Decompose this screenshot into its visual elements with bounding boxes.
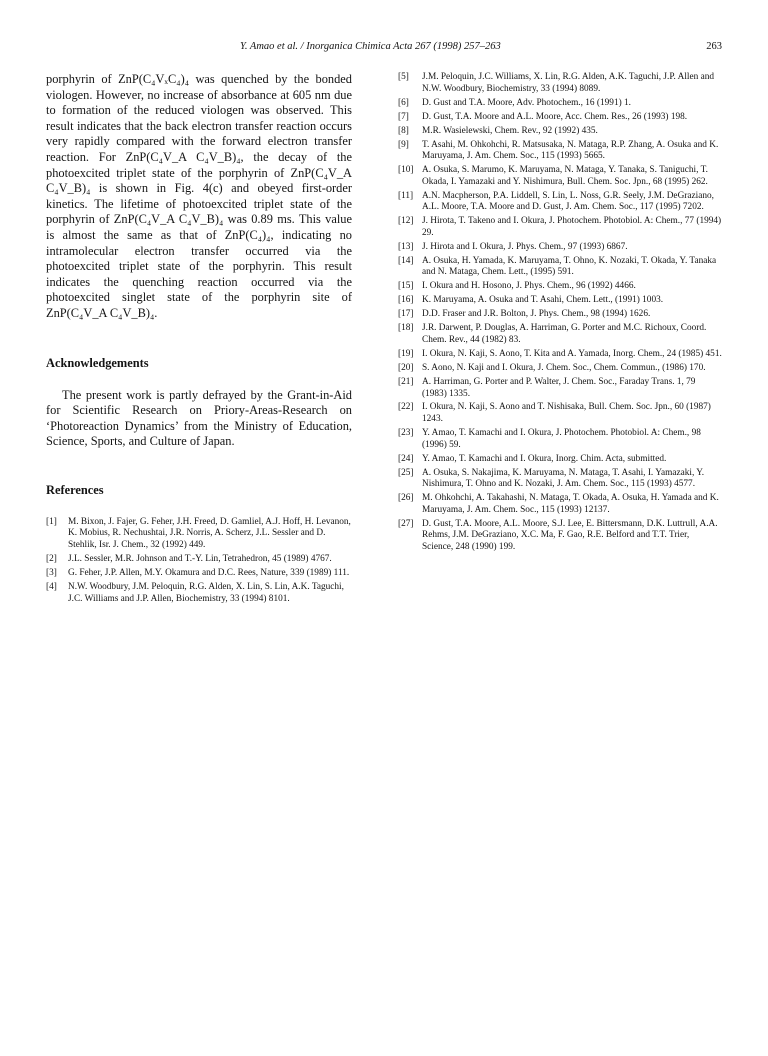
references-heading: References <box>46 482 104 497</box>
reference-item: [3] G. Feher, J.P. Allen, M.Y. Okamura and D.C. Rees, Nature, 339 (1989) 111. <box>46 568 350 579</box>
reference-item: [27] D. Gust, T.A. Moore, A.L. Moore, S.J. Lee, E. Bittersmann, D.K. Luttrull, A.A. Rehms, J.M. DeGraziano, X.C. Ma, F. Gao, R.E. Belford and T.T. Trier, Science, 248 (1990) 199. <box>398 518 718 552</box>
reference-item: [11] A.N. Macpherson, P.A. Liddell, S. Lin, L. Noss, G.R. Seely, J.M. DeGraziano, A.L. Moore, T.A. Moore and D. Gust, J. Am. Chem. Soc., 117 (1995) 7202. <box>398 190 714 213</box>
reference-item: [7] D. Gust, T.A. Moore and A.L. Moore, Acc. Chem. Res., 26 (1993) 198. <box>398 111 688 122</box>
reference-item: [23] Y. Amao, T. Kamachi and I. Okura, J. Photochem. Photobiol. A: Chem., 98 (1996) 59. <box>398 428 701 450</box>
reference-item: [2] J.L. Sessler, M.R. Johnson and T.-Y. Lin, Tetrahedron, 45 (1989) 4767. <box>46 554 332 565</box>
reference-item: [26] M. Ohkohchi, A. Takahashi, N. Mataga, T. Okada, A. Osuka, H. Yamada and K. Maruyama, J. Am. Chem. Soc., 115 (1993) 12137. <box>398 493 719 515</box>
reference-item: [12] J. Hirota, T. Takeno and I. Okura, J. Photochem. Photobiol. A: Chem., 77 (1994) 29. <box>398 216 722 238</box>
reference-item: [8] M.R. Wasielewski, Chem. Rev., 92 (1992) 435. <box>398 125 598 136</box>
reference-item: [9] T. Asahi, M. Ohkohchi, R. Matsusaka, N. Mataga, R.P. Zhang, A. Osuka and K. Maruyama, J. Am. Chem. Soc., 115 (1993) 5665. <box>398 139 719 162</box>
reference-item: [4] N.W. Woodbury, J.M. Peloquin, R.G. Alden, X. Lin, S. Lin, A.K. Taguchi, J.C. Williams and J.P. Allen, Biochemistry, 33 (1994) 8101. <box>46 582 344 604</box>
running-title: Y. Amao et al. / Inorganica Chimica Acta 267 (1998) 257–263 <box>240 41 501 52</box>
reference-item: [15] I. Okura and H. Hosono, J. Phys. Chem., 96 (1992) 4466. <box>398 281 636 292</box>
reference-list-left <box>46 517 352 605</box>
left-column <box>46 72 352 608</box>
reference-item: [22] I. Okura, N. Kaji, S. Aono and T. Nishisaka, Bull. Chem. Soc. Jpn., 60 (1987) 1243. <box>398 402 711 425</box>
acknowledgements-heading: Acknowledgements <box>46 355 149 370</box>
reference-item: [25] A. Osuka, S. Nakajima, K. Maruyama, N. Mataga, T. Asahi, I. Yamazaki, Y. Nishimura, T. Ohno and K. Nozaki, J. Am. Chem. Soc., 115 (1993) 4577. <box>398 467 705 490</box>
reference-item: [14] A. Osuka, H. Yamada, K. Maruyama, T. Ohno, K. Nozaki, T. Okada, Y. Tanaka and N. Mataga, Chem. Lett., (1995) 591. <box>398 255 717 278</box>
reference-item: [13] J. Hirota and I. Okura, J. Phys. Chem., 97 (1993) 6867. <box>398 241 628 252</box>
running-header <box>46 41 722 55</box>
reference-item: [16] K. Maruyama, A. Osuka and T. Asahi, Chem. Lett., (1991) 1003. <box>398 295 664 306</box>
reference-item: [5] J.M. Peloquin, J.C. Williams, X. Lin, R.G. Alden, A.K. Taguchi, J.P. Allen and N.W. Woodbury, Biochemistry, 33 (1994) 8089. <box>398 72 715 94</box>
reference-item: [1] M. Bixon, J. Fajer, G. Feher, J.H. Freed, D. Gamliel, A.J. Hoff, H. Levanon, K. Mobius, R. Nechushtai, J.R. Norris, A. Scherz, J.L. Sessler and D. Stehlik, Isr. J. Chem., 32 (1992) 449. <box>46 516 351 551</box>
reference-item: [6] D. Gust and T.A. Moore, Adv. Photochem., 16 (1991) 1. <box>398 97 631 108</box>
reference-item: [10] A. Osuka, S. Marumo, K. Maruyama, N. Mataga, Y. Tanaka, S. Taniguchi, T. Okada, I. Yamazaki and Y. Nishimura, Bull. Chem. Soc. Jpn., 68 (1995) 262. <box>398 165 708 187</box>
reference-item: [24] Y. Amao, T. Kamachi and I. Okura, Inorg. Chim. Acta, submitted. <box>398 453 667 464</box>
reference-item: [21] A. Harriman, G. Porter and P. Walter, J. Chem. Soc., Faraday Trans. 1, 79 (1983) 1335. <box>398 376 696 399</box>
reference-item: [19] I. Okura, N. Kaji, S. Aono, T. Kita and A. Yamada, Inorg. Chem., 24 (1985) 451. <box>398 348 722 359</box>
reference-item: [20] S. Aono, N. Kaji and I. Okura, J. Chem. Soc., Chem. Commun., (1986) 170. <box>398 362 706 373</box>
reference-item: [18] J.R. Darwent, P. Douglas, A. Harriman, G. Porter and M.C. Richoux, Coord. Chem. Rev., 44 (1982) 83. <box>398 323 707 345</box>
body-paragraph: porphyrin of ZnP(C₄VₓC₄)₄ was quenched by the bonded viologen. However, no increase of absorbance at 605 nm due to formation of the reduced viologen was observed. This result indicates that the back electron transfer reaction occurs very rapidly compared with the forward electron transfer reaction. For ZnP(C₄V_A C₄V_B)₄, the decay of the photoexcited triplet state of the porphyrin of ZnP(C₄V_A C₄V_B)₄ is shown in Fig. 4(c) and obeyed first-order kinetics. The lifetime of photoexcited triplet state of the porphyrin of ZnP(C₄V_A C₄V_B)₄ was 0.89 ms. This value is almost the same as that of ZnP(C₄)₄, indicating no intramolecular electron transfer occurred via the photoexcited triplet state of the porphyrin. This result indicates the quenching reaction occurred via the photoexcited singlet state of the porphyrin site of ZnP(C₄V_A C₄V_B)₄. <box>46 72 352 320</box>
right-column <box>398 72 722 556</box>
page-number: 263 <box>706 41 722 52</box>
acknowledgements-text: The present work is partly defrayed by the Grant-in-Aid for Scientific Research on Priory-Areas-Research on ‘Photoreaction Dynamics’ from the Ministry of Education, Science, Sports, and Culture of Japan. <box>46 387 352 449</box>
reference-item: [17] D.D. Fraser and J.R. Bolton, J. Phys. Chem., 98 (1994) 1626. <box>398 309 651 320</box>
reference-list-right <box>398 72 722 554</box>
